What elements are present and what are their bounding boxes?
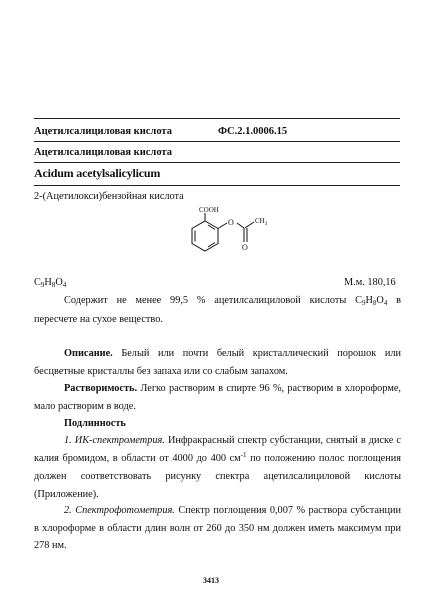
monograph-code: ФС.2.1.0006.15 xyxy=(218,126,288,137)
monograph-title: Ацетилсалициловая кислота xyxy=(34,126,172,137)
sp-label: 2. Спектрофотометрия. xyxy=(64,505,175,516)
spectrophotometry-paragraph: 2. Спектрофотометрия. Спектр поглощения 0,007 % раствора субстанции в хлороформе в области длин волн от 260 до 350 нм должен иметь максимум при 278 нм. xyxy=(34,505,401,551)
description-paragraph: Описание. Белый или почти белый кристаллический порошок или бесцветные кристаллы без запаха или со слабым запахом. xyxy=(34,348,401,377)
carbonyl-oxygen-label: O xyxy=(242,243,248,252)
description-label: Описание. xyxy=(64,348,113,359)
structural-formula xyxy=(170,206,310,276)
page-number: 3413 xyxy=(203,576,219,585)
solubility-paragraph: Растворимость. Легко растворим в спирте 96 %, растворим в хлороформе, мало растворим в воде. xyxy=(34,383,401,412)
rule-3 xyxy=(34,162,400,163)
rule-2 xyxy=(34,141,400,142)
molecular-formula: C9H8O4 xyxy=(34,277,67,289)
methyl-label: $CH_3$ xyxy=(255,217,268,227)
top-rule xyxy=(34,118,400,119)
latin-title: Acidum acetylsalicylicum xyxy=(34,166,161,180)
ester-oxygen-label: O xyxy=(228,218,234,227)
chemical-name: 2-(Ацетилокси)бензойная кислота xyxy=(34,191,184,202)
solubility-label: Растворимость. xyxy=(64,383,138,394)
ir-paragraph: 1. ИК-спектрометрия. Инфракрасный спектр субстанции, снятый в диске с калия бромидом, в области от 4000 до 400 $см^{-1}$ по положению полос поглощения должен соответствовать рисунку спектра ацетилсалициловой кислоты (Приложение). xyxy=(34,435,401,500)
cooh-label: COOH xyxy=(199,206,219,214)
content-paragraph: Содержит не менее 99,5 % ацетилсалициловой кислоты C9H8O4 в пересчете на сухое вещество. xyxy=(34,295,401,325)
monograph-title-repeat: Ацетилсалициловая кислота xyxy=(34,147,172,158)
benzene-ring xyxy=(192,221,218,251)
ir-label: 1. ИК-спектрометрия. xyxy=(64,435,165,446)
molecular-mass: М.м. 180,16 xyxy=(344,277,396,288)
rule-4 xyxy=(34,185,400,186)
identity-heading: Подлинность xyxy=(64,418,126,429)
